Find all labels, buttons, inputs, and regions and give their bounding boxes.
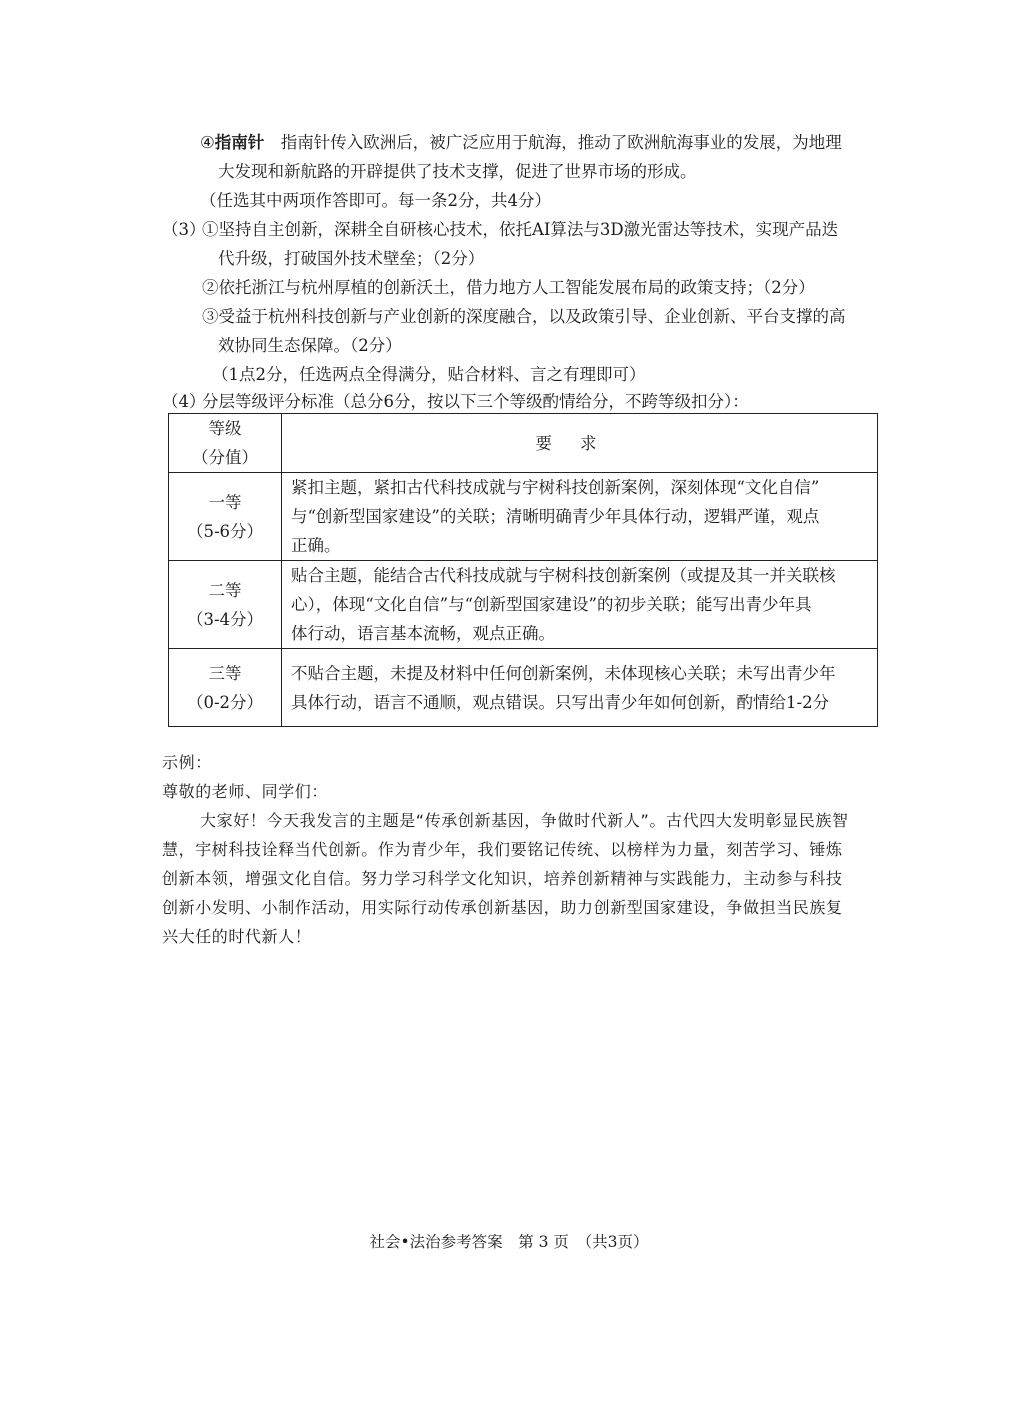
- level-cell: [169, 649, 282, 727]
- header-level-cell: [169, 414, 282, 473]
- sample-line: 创新小发明、小制作活动，用实际行动传承创新基因，助力创新型国家建设，争做担当民族复: [162, 898, 843, 917]
- requirement-cell: [282, 473, 878, 561]
- grading-table: [168, 413, 878, 727]
- sample-line: 慧，宇树科技诠释当代创新。作为青少年，我们要铭记传统、以榜样为力量，刻苦学习、锤炼: [162, 840, 843, 859]
- q4-label: （4）: [162, 392, 206, 411]
- table-header-row: [169, 414, 878, 473]
- sample-line: 创新本领，增强文化自信。努力学习科学文化知识，培养创新精神与实践能力，主动参与科技: [162, 869, 843, 888]
- item4-line1: [200, 128, 900, 157]
- q3-point3-line1: ③受益于杭州科技创新与产业创新的深度融合，以及政策引导、企业创新、平台支撑的高: [202, 307, 846, 326]
- sample-heading: 示例：: [162, 753, 212, 772]
- q3-point1-line2: 代升级，打破国外技术壁垒；（2分）: [218, 249, 485, 268]
- page-footer: 社会•法治参考答案 第 3 页 （共3页）: [369, 1233, 649, 1251]
- level-score: （0-2分）: [186, 692, 264, 712]
- requirement-line: 心），体现“文化自信”与“创新型国家建设”的初步关联；能写出青少年具: [291, 595, 812, 614]
- requirement-line: 具体行动，语言不通顺，观点错误。只写出青少年如何创新，酌情给1-2分: [291, 692, 830, 712]
- header-level-score: （分值）: [192, 448, 258, 467]
- item4-title: 指南针: [214, 133, 265, 152]
- q3-note: （1点2分，任选两点全得满分，贴合材料、言之有理即可）: [212, 365, 646, 384]
- requirement-cell: [282, 649, 878, 727]
- header-level: 等级: [208, 419, 242, 438]
- level-score: （3-4分）: [186, 609, 264, 629]
- header-requirement: 要求: [282, 414, 878, 473]
- item4-line2: 大发现和新航路的开辟提供了技术支撑，促进了世界市场的形成。: [218, 162, 697, 181]
- level-cell: [169, 561, 282, 649]
- level-name: 三等: [208, 663, 242, 683]
- level-cell: [169, 473, 282, 561]
- table-row: [169, 561, 878, 649]
- q4-intro: 分层等级评分标准（总分6分，按以下三个等级酌情给分，不跨等级扣分）：: [202, 392, 749, 411]
- requirement-line: 体行动，语言基本流畅，观点正确。: [291, 624, 555, 643]
- level-name: 二等: [208, 580, 242, 600]
- table-row: [169, 649, 878, 727]
- q3-point1-line1: ①坚持自主创新，深耕全自研核心技术，依托AI算法与3D激光雷达等技术，实现产品迭: [202, 220, 839, 239]
- sample-line: 大家好！今天我发言的主题是“传承创新基因，争做时代新人”。古代四大发明彰显民族智: [200, 811, 849, 830]
- item4-marker: ④: [200, 133, 215, 152]
- q3-point2: ②依托浙江与杭州厚植的创新沃土，借力地方人工智能发展布局的政策支持；（2分）: [202, 278, 815, 297]
- requirement-cell: [282, 561, 878, 649]
- level-score: （5-6分）: [186, 521, 264, 541]
- requirement-line: 紧扣主题，紧扣古代科技成就与宇树科技创新案例，深刻体现“文化自信”: [291, 478, 820, 497]
- sample-salutation: 尊敬的老师、同学们：: [162, 782, 329, 801]
- requirement-line: 与“创新型国家建设”的关联；清晰明确青少年具体行动，逻辑严谨，观点: [291, 507, 820, 526]
- item4-note: （任选其中两项作答即可。每一条2分，共4分）: [200, 191, 551, 210]
- sample-line: 兴大任的时代新人！: [162, 927, 312, 946]
- item4-text-1: 指南针传入欧洲后，被广泛应用于航海，推动了欧洲航海事业的发展，为地理: [280, 133, 842, 152]
- requirement-line: 不贴合主题，未提及材料中任何创新案例，未体现核心关联；未写出青少年: [291, 663, 836, 683]
- q3-point3-line2: 效协同生态保障。（2分）: [218, 336, 402, 355]
- q3-label: （3）: [162, 220, 206, 239]
- level-name: 一等: [208, 492, 242, 512]
- requirement-line: 贴合主题，能结合古代科技成就与宇树科技创新案例（或提及其一并关联核: [291, 566, 836, 585]
- table-row: [169, 473, 878, 561]
- requirement-line: 正确。: [291, 536, 341, 555]
